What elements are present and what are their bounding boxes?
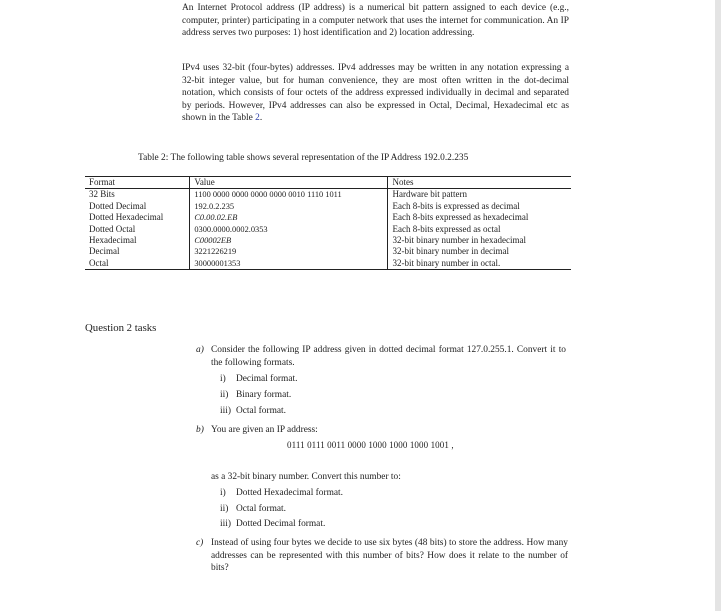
- task-a-label: a): [196, 345, 204, 355]
- table-row: [85, 235, 571, 246]
- task-c: [196, 537, 570, 575]
- ipv4-text-end: .: [259, 113, 263, 124]
- task-b-item-3: [220, 518, 325, 530]
- item-text: Octal format.: [236, 406, 286, 416]
- task-a-text: Consider the following IP address given in dotted decimal format 127.0.255.1. Convert it to the following formats.: [211, 345, 566, 368]
- notes-cell: Each 8-bits expressed as hexadecimal: [392, 212, 529, 223]
- format-cell: Hexadecimal: [89, 235, 137, 246]
- task-a-item-1: [220, 373, 297, 385]
- value-cell: C0.00.02.EB: [190, 212, 388, 223]
- table-row: [85, 201, 571, 212]
- value-cell: 1100 0000 0000 0000 0000 0010 1110 1011: [190, 189, 388, 201]
- task-c-label: c): [196, 538, 204, 548]
- item-text: Decimal format.: [236, 374, 298, 384]
- task-b-followup: as a 32-bit binary number. Convert this number to:: [211, 472, 401, 482]
- intro-paragraph-ip: An Internet Protocol address (IP address) is a numerical bit pattern assigned to each device (e.g., computer, printer) participating in a computer network that uses the internet for communication. An IP address serves two purposes: 1) host identification and 2) location addressing.: [182, 3, 569, 39]
- task-b-item-1: [220, 487, 343, 499]
- task-a-item-2: [220, 389, 291, 401]
- table-row: [85, 189, 571, 201]
- item-number: ii): [220, 390, 229, 400]
- item-number: i): [220, 374, 226, 384]
- item-text: Dotted Decimal format.: [236, 519, 326, 529]
- intro-paragraph-ipv4: [182, 62, 569, 125]
- format-cell: Decimal: [89, 246, 120, 257]
- item-text: Dotted Hexadecimal format.: [236, 488, 343, 498]
- ip-representation-table: [85, 176, 571, 270]
- task-b: [196, 424, 570, 437]
- format-cell: Dotted Hexadecimal: [89, 212, 164, 223]
- item-text: Binary format.: [236, 390, 292, 400]
- table-caption: Table 2: The following table shows several representation of the IP Address 192.0.2.235: [138, 153, 469, 163]
- header-format: Format: [89, 177, 115, 187]
- table-header-row: [85, 177, 571, 189]
- item-number: iii): [220, 406, 231, 416]
- table-row: [85, 258, 571, 270]
- table-reference-link[interactable]: 2: [255, 113, 260, 124]
- header-notes: Notes: [392, 177, 414, 187]
- item-text: Octal format.: [236, 504, 286, 514]
- task-a: [196, 344, 570, 369]
- ipv4-text: IPv4 uses 32-bit (four-bytes) addresses. IPv4 addresses may be written in any notation expressing a 32-bit integer value, but for human convenience, they are most often written in the dot-decimal notation, which consists of four octets of the address expressed individually in decimal and separated by periods. However, IPv4 addresses can also be expressed in Octal, Decimal, Hexadecimal etc as shown in the Table: [182, 63, 569, 124]
- vertical-scrollbar[interactable]: [715, 0, 721, 611]
- task-a-item-3: [220, 405, 286, 417]
- value-cell: C00002EB: [190, 235, 388, 246]
- format-cell: Octal: [89, 257, 109, 268]
- task-b-item-2: [220, 503, 286, 515]
- notes-cell: Hardware bit pattern: [392, 189, 467, 200]
- table-row: [85, 224, 571, 235]
- table-row: [85, 212, 571, 223]
- value-cell: 30000001353: [190, 258, 388, 270]
- question-heading: Question 2 tasks: [85, 322, 157, 334]
- item-number: iii): [220, 519, 231, 529]
- task-b-text: You are given an IP address:: [211, 425, 318, 435]
- notes-cell: 32-bit binary number in hexadecimal: [392, 235, 526, 246]
- task-c-text: Instead of using four bytes we decide to use six bytes (48 bits) to store the address. How many addresses can be represented with this number of bits? How does it relate to the number of bits?: [211, 538, 568, 574]
- header-value: Value: [190, 177, 388, 189]
- format-cell: 32 Bits: [89, 189, 115, 200]
- item-number: i): [220, 488, 226, 498]
- value-cell: 3221226219: [190, 246, 388, 257]
- notes-cell: Each 8-bits expressed as octal: [392, 223, 501, 234]
- task-b-label: b): [196, 425, 204, 435]
- table-row: [85, 246, 571, 257]
- format-cell: Dotted Decimal: [89, 200, 147, 211]
- value-cell: 192.0.2.235: [190, 201, 388, 212]
- notes-cell: Each 8-bits is expressed as decimal: [392, 200, 520, 211]
- notes-cell: 32-bit binary number in decimal: [392, 246, 509, 257]
- notes-cell: 32-bit binary number in octal.: [392, 257, 501, 268]
- binary-address: 0111 0111 0011 0000 1000 1000 1000 1001 ,: [287, 440, 454, 450]
- format-cell: Dotted Octal: [89, 223, 136, 234]
- item-number: ii): [220, 504, 229, 514]
- value-cell: 0300.0000.0002.0353: [190, 224, 388, 235]
